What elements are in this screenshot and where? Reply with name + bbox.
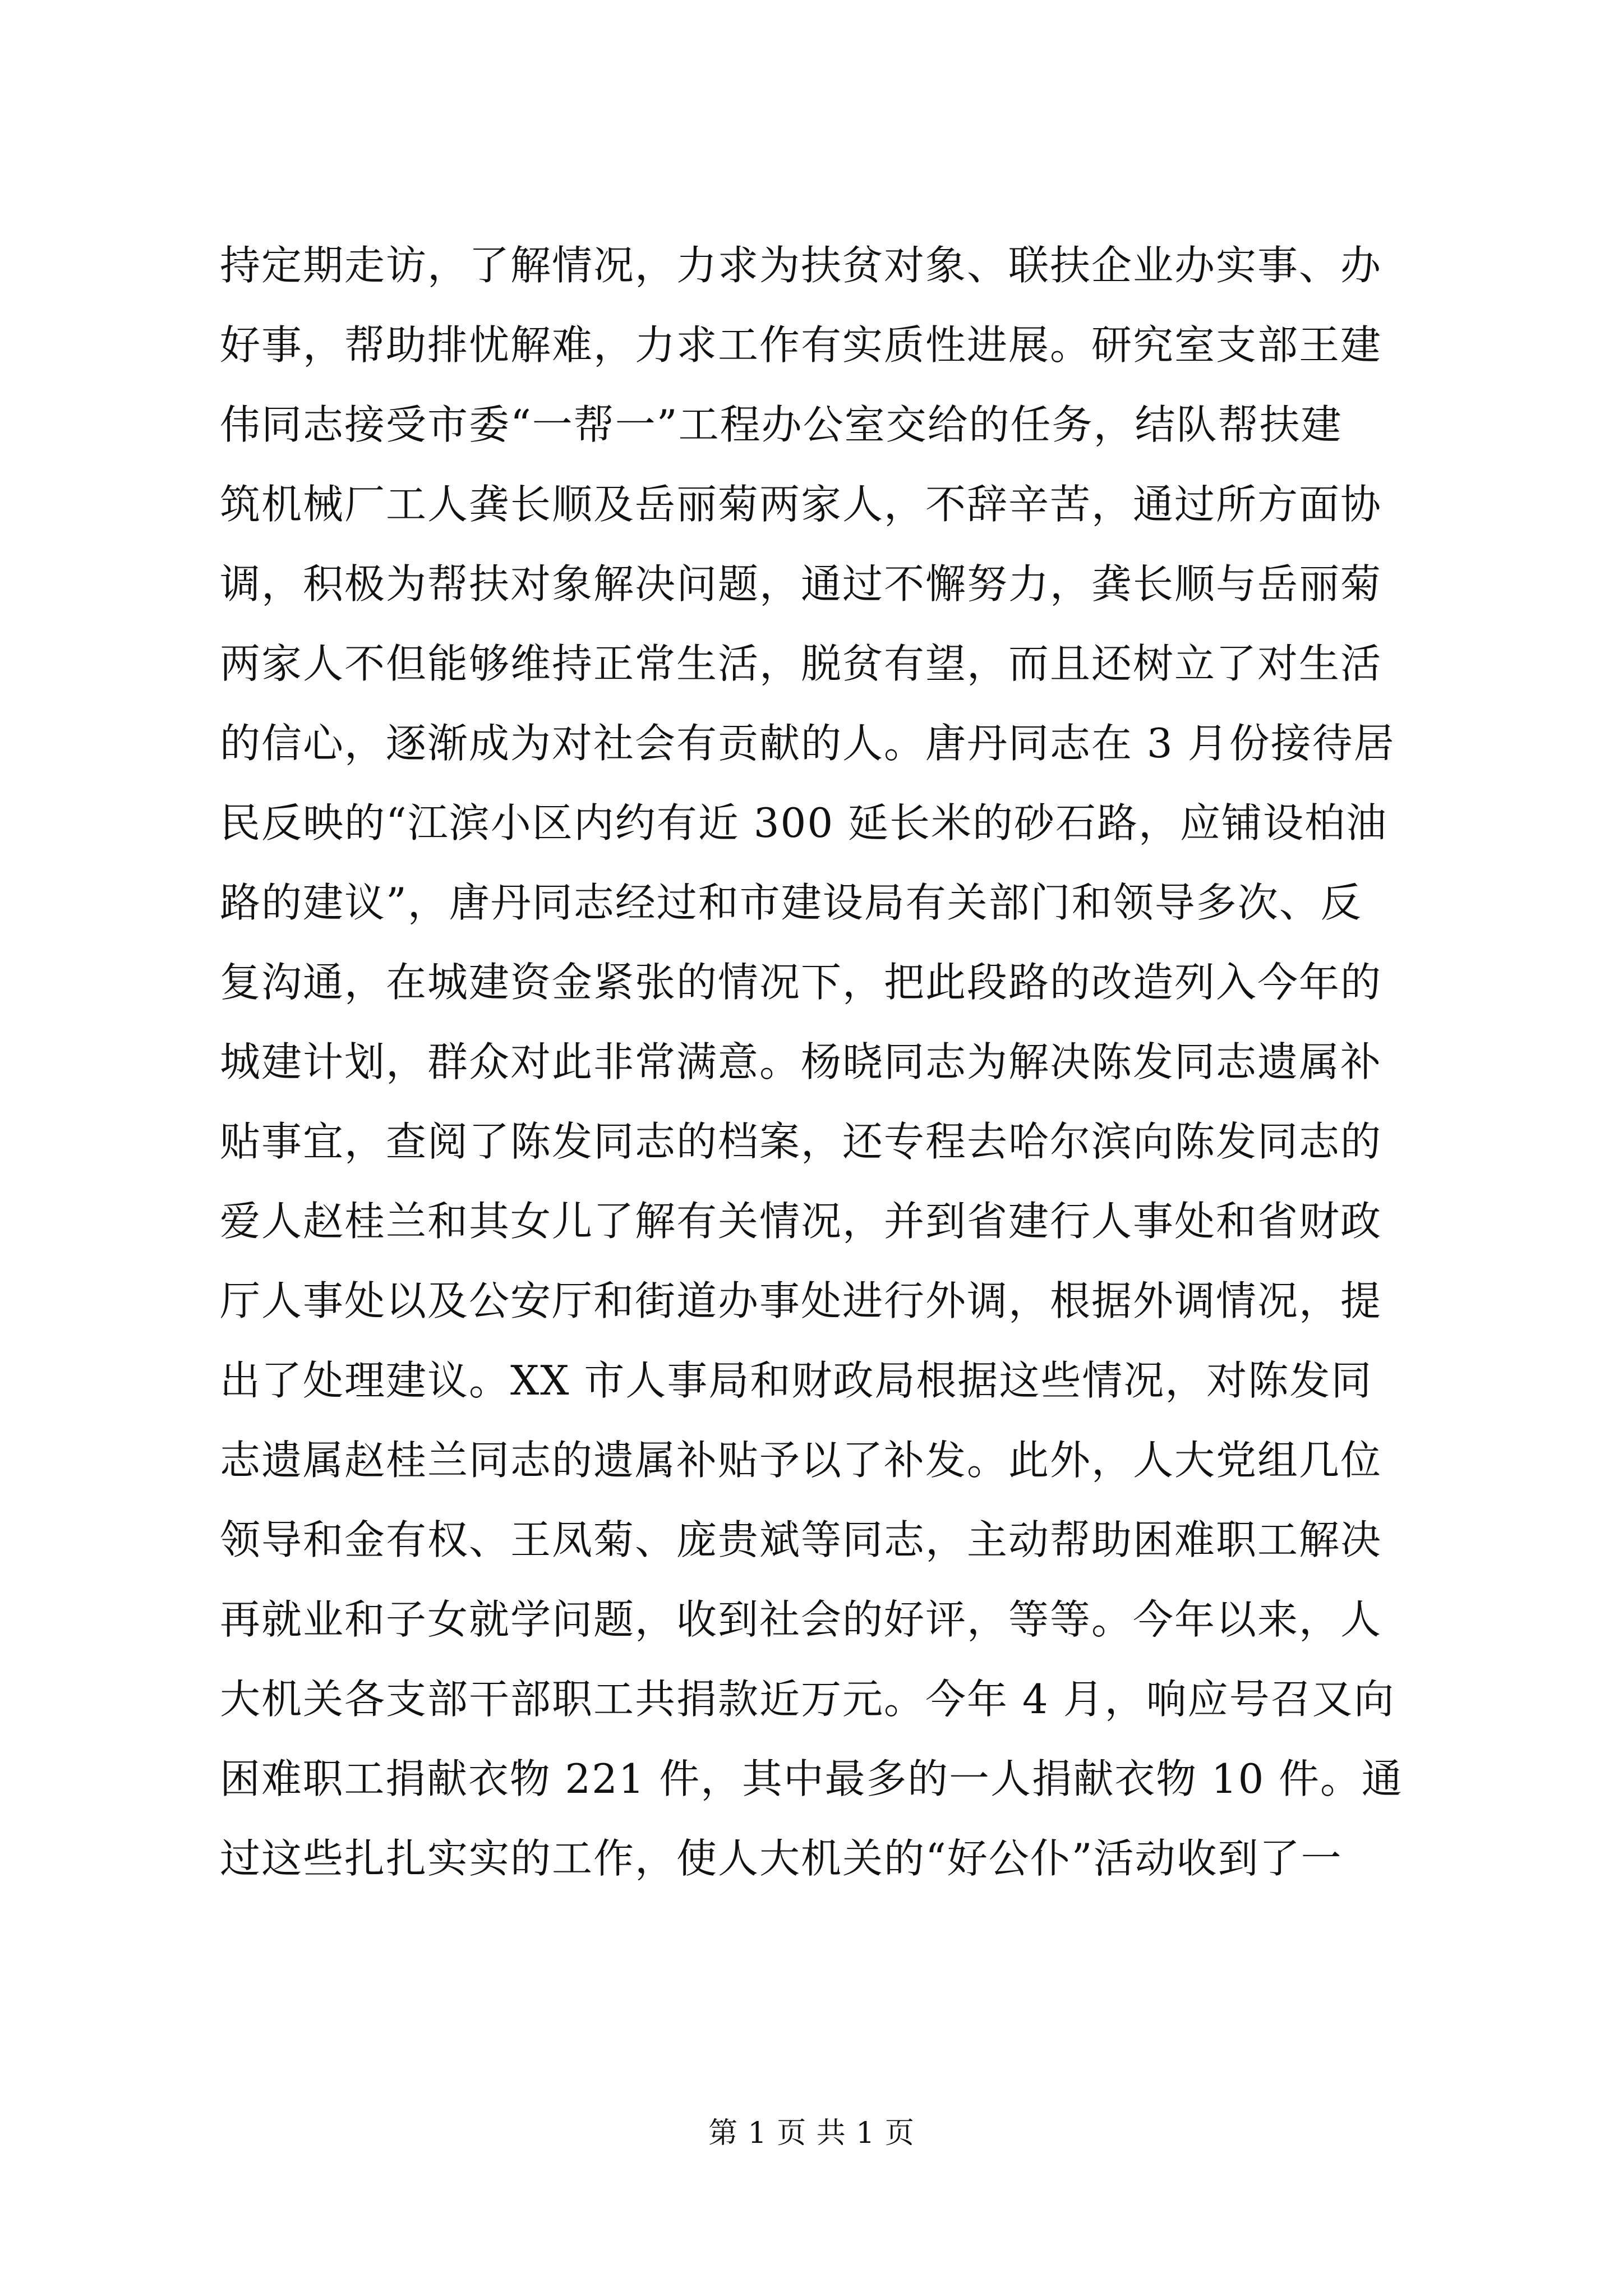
text-line: 大机关各支部干部职工共捐款近万元。今年 4 月，响应号召又向 — [220, 1676, 1395, 1723]
text-line: 持定期走访，了解情况，力求为扶贫对象、联扶企业办实事、办 — [220, 242, 1382, 289]
text-line: 伟同志接受市委“一帮一”工程办公室交给的任务，结队帮扶建 — [220, 401, 1343, 448]
text-line: 路的建议”，唐丹同志经过和市建设局有关部门和领导多次、反 — [220, 879, 1362, 926]
text-line: 爱人赵桂兰和其女儿了解有关情况，并到省建行人事处和省财政 — [220, 1198, 1382, 1245]
text-line: 调，积极为帮扶对象解决问题，通过不懈努力，龚长顺与岳丽菊 — [220, 560, 1382, 608]
text-line: 贴事宜，查阅了陈发同志的档案，还专程去哈尔滨向陈发同志的 — [220, 1118, 1382, 1165]
text-line: 筑机械厂工人龚长顺及岳丽菊两家人，不辞辛苦，通过所方面协 — [220, 481, 1382, 528]
text-line: 两家人不但能够维持正常生活，脱贫有望，而且还树立了对生活 — [220, 640, 1382, 687]
text-line: 复沟通，在城建资金紧张的情况下，把此段路的改造列入今年的 — [220, 959, 1382, 1006]
text-line: 出了处理建议。XX 市人事局和财政局根据这些情况，对陈发同 — [220, 1357, 1373, 1404]
text-line: 城建计划，群众对此非常满意。杨晓同志为解决陈发同志遗属补 — [220, 1038, 1382, 1085]
text-line: 好事，帮助排忧解难，力求工作有实质性进展。研究室支部王建 — [220, 321, 1382, 369]
text-line: 困难职工捐献衣物 221 件，其中最多的一人捐献衣物 10 件。通 — [220, 1755, 1403, 1802]
text-line: 领导和金有权、王凤菊、庞贵斌等同志，主动帮助困难职工解决 — [220, 1516, 1382, 1563]
text-line: 民反映的“江滨小区内约有近 300 延长米的砂石路，应铺设柏油 — [220, 799, 1388, 846]
text-line: 过这些扎扎实实的工作，使人大机关的“好公仆”活动收到了一 — [220, 1835, 1343, 1882]
page-footer: 第 1 页 共 1 页 — [708, 2116, 915, 2150]
text-line: 再就业和子女就学问题，收到社会的好评，等等。今年以来，人 — [220, 1596, 1382, 1643]
text-line: 志遗属赵桂兰同志的遗属补贴予以了补发。此外，人大党组几位 — [220, 1437, 1382, 1484]
text-line: 的信心，逐渐成为对社会有贡献的人。唐丹同志在 3 月份接待居 — [220, 720, 1395, 767]
text-line: 厅人事处以及公安厅和街道办事处进行外调，根据外调情况，提 — [220, 1277, 1382, 1324]
